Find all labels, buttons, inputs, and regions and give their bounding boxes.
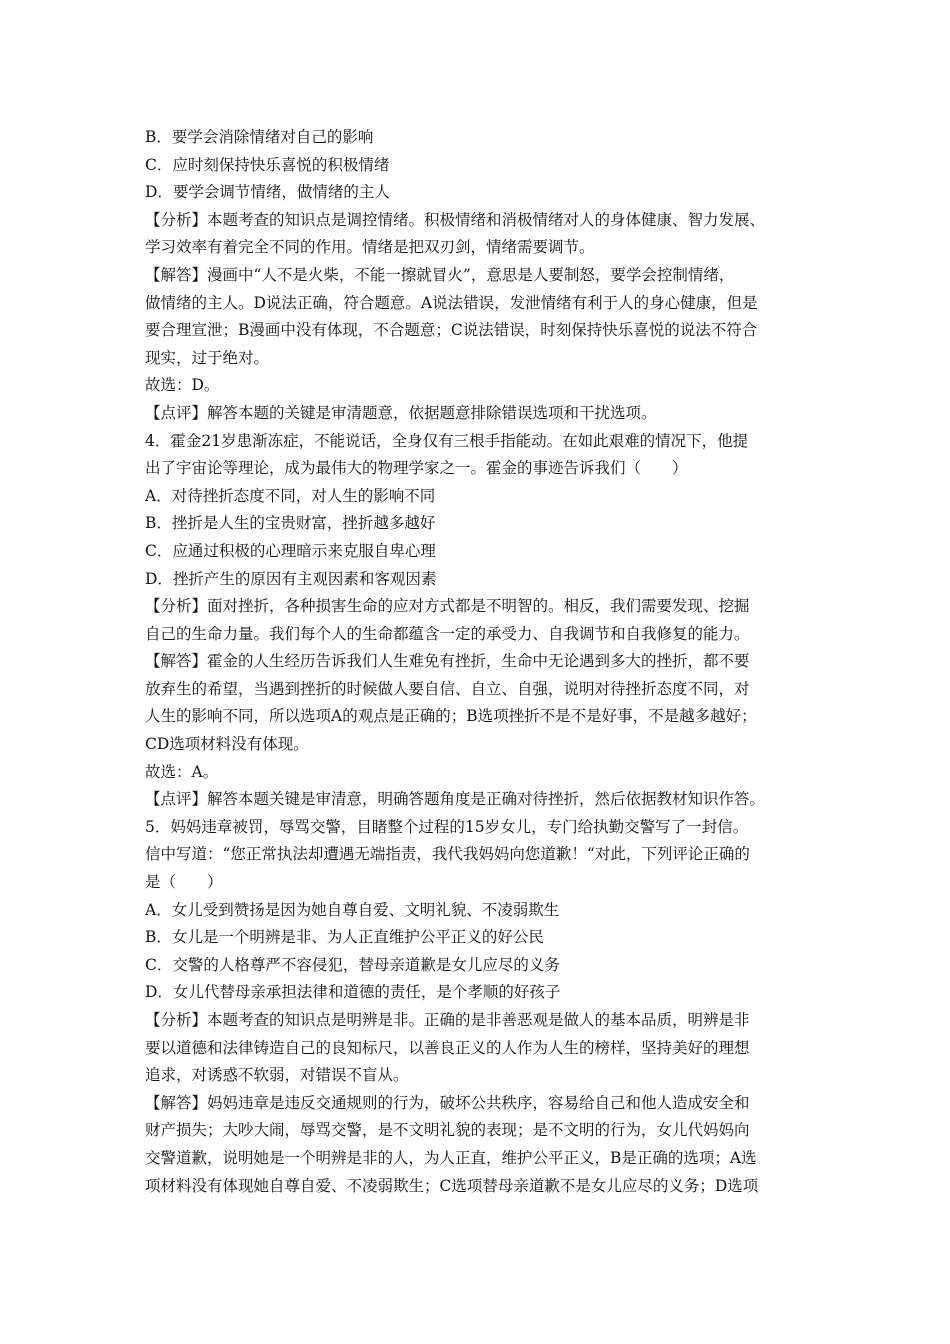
text-line: 故选：D。 (145, 376, 220, 395)
text-line: D．挫折产生的原因有主观因素和客观因素 (145, 569, 437, 588)
text-line: 【分析】本题考查的知识点是明辨是非。正确的是非善恶观是做人的基本品质，明辨是非 (145, 1011, 750, 1029)
text-line: C．应通过积极的心理暗示来克服自卑心理 (145, 541, 436, 560)
text-line: 【解答】霍金的人生经历告诉我们人生难免有挫折，生命中无论遇到多大的挫折，都不要 (145, 652, 750, 671)
text-line: 【解答】漫画中“人不是火柴，不能一擦就冒火”，意思是人要制怒，要学会控制情绪， (145, 265, 735, 284)
text-line: CD选项材料没有体现。 (145, 735, 309, 754)
text-line: 现实，过于绝对。 (145, 348, 270, 367)
text-line: 要以道德和法律铸造自己的良知标尺，以善良正义的人作为人生的榜样，坚持美好的理想 (145, 1038, 750, 1057)
text-line: 人生的影响不同，所以选项A的观点是正确的；B选项挫折不是不是好事，不是越多越好； (145, 707, 757, 726)
text-line: 出了宇宙论等理论，成为最伟大的物理学家之一。霍金的事迹告诉我们（ ） (145, 459, 688, 478)
text-line: B．挫折是人生的宝贵财富，挫折越多越好 (145, 514, 436, 533)
text-line: 放弃生的希望，当遇到挫折的时候做人要自信、自立、自强，说明对待挫折态度不同，对 (145, 679, 750, 698)
text-line: D．女儿代替母亲承担法律和道德的责任，是个孝顺的好孩子 (145, 983, 561, 1002)
text-line: 故选：A。 (145, 762, 219, 781)
text-line: 4．霍金21岁患渐冻症，不能说话，全身仅有三根手指能动。在如此艰难的情况下，他提 (145, 431, 749, 450)
text-line: 追求，对诱惑不软弱，对错误不盲从。 (145, 1066, 409, 1085)
text-line: 学习效率有着完全不同的作用。情绪是把双刃剑，情绪需要调节。 (145, 238, 595, 257)
text-line: B．要学会消除情绪对自己的影响 (145, 128, 374, 146)
text-line: 【解答】妈妈违章是违反交通规则的行为，破坏公共秩序，容易给自己和他人造成安全和 (145, 1093, 750, 1112)
text-line: 5．妈妈违章被罚，辱骂交警，目睹整个过程的15岁女儿，专门给执勤交警写了一封信。 (145, 817, 749, 836)
text-line: D．要学会调节情绪，做情绪的主人 (145, 183, 390, 202)
text-line: B．女儿是一个明辨是非、为人正直维护公平正义的好公民 (145, 928, 544, 947)
text-line: 【分析】本题考查的知识点是调控情绪。积极情绪和消极情绪对人的身体健康、智力发展、 (145, 210, 766, 229)
text-line: C．交警的人格尊严不容侵犯，替母亲道歉是女儿应尽的义务 (145, 955, 560, 974)
text-line: 信中写道：“您正常执法却遭遇无端指责，我代我妈妈向您道歉！“对此，下列评论正确的 (145, 845, 750, 864)
text-line: 是（ ） (145, 873, 223, 892)
text-line: 交警道歉，说明她是一个明辨是非的人，为人正直，维护公平正义，B是正确的选项；A选 (145, 1148, 757, 1167)
text-line: 项材料没有体现她自尊自爱、不凌弱欺生；C选项替母亲道歉不是女儿应尽的义务；D选项 (145, 1176, 759, 1195)
text-line: 【点评】解答本题的关键是审清题意，依据题意排除错误选项和干扰选项。 (145, 403, 657, 422)
text-line: 财产损失；大吵大闹，辱骂交警，是不文明礼貌的表现；是不文明的行为，女儿代妈妈向 (145, 1121, 750, 1140)
text-line: 做情绪的主人。D说法正确，符合题意。A说法错误，发泄情绪有利于人的身心健康，但是 (145, 293, 758, 312)
text-line: 【点评】解答本题关键是审清意，明确答题角度是正确对待挫折，然后依据教材知识作答。 (145, 790, 766, 809)
text-line: A．对待挫折态度不同，对人生的影响不同 (145, 486, 436, 505)
text-line: 要合理宣泄；B漫画中没有体现，不合题意；C说法错误，时刻保持快乐喜悦的说法不符合 (145, 321, 758, 340)
text-line: A．女儿受到赞扬是因为她自尊自爱、文明礼貌、不凌弱欺生 (145, 900, 560, 919)
text-line: C．应时刻保持快乐喜悦的积极情绪 (145, 155, 390, 174)
text-line: 自己的生命力量。我们每个人的生命都蕴含一定的承受力、自我调节和自我修复的能力。 (145, 624, 750, 643)
text-line: 【分析】面对挫折，各种损害生命的应对方式都是不明智的。相反，我们需要发现、挖掘 (145, 597, 750, 616)
